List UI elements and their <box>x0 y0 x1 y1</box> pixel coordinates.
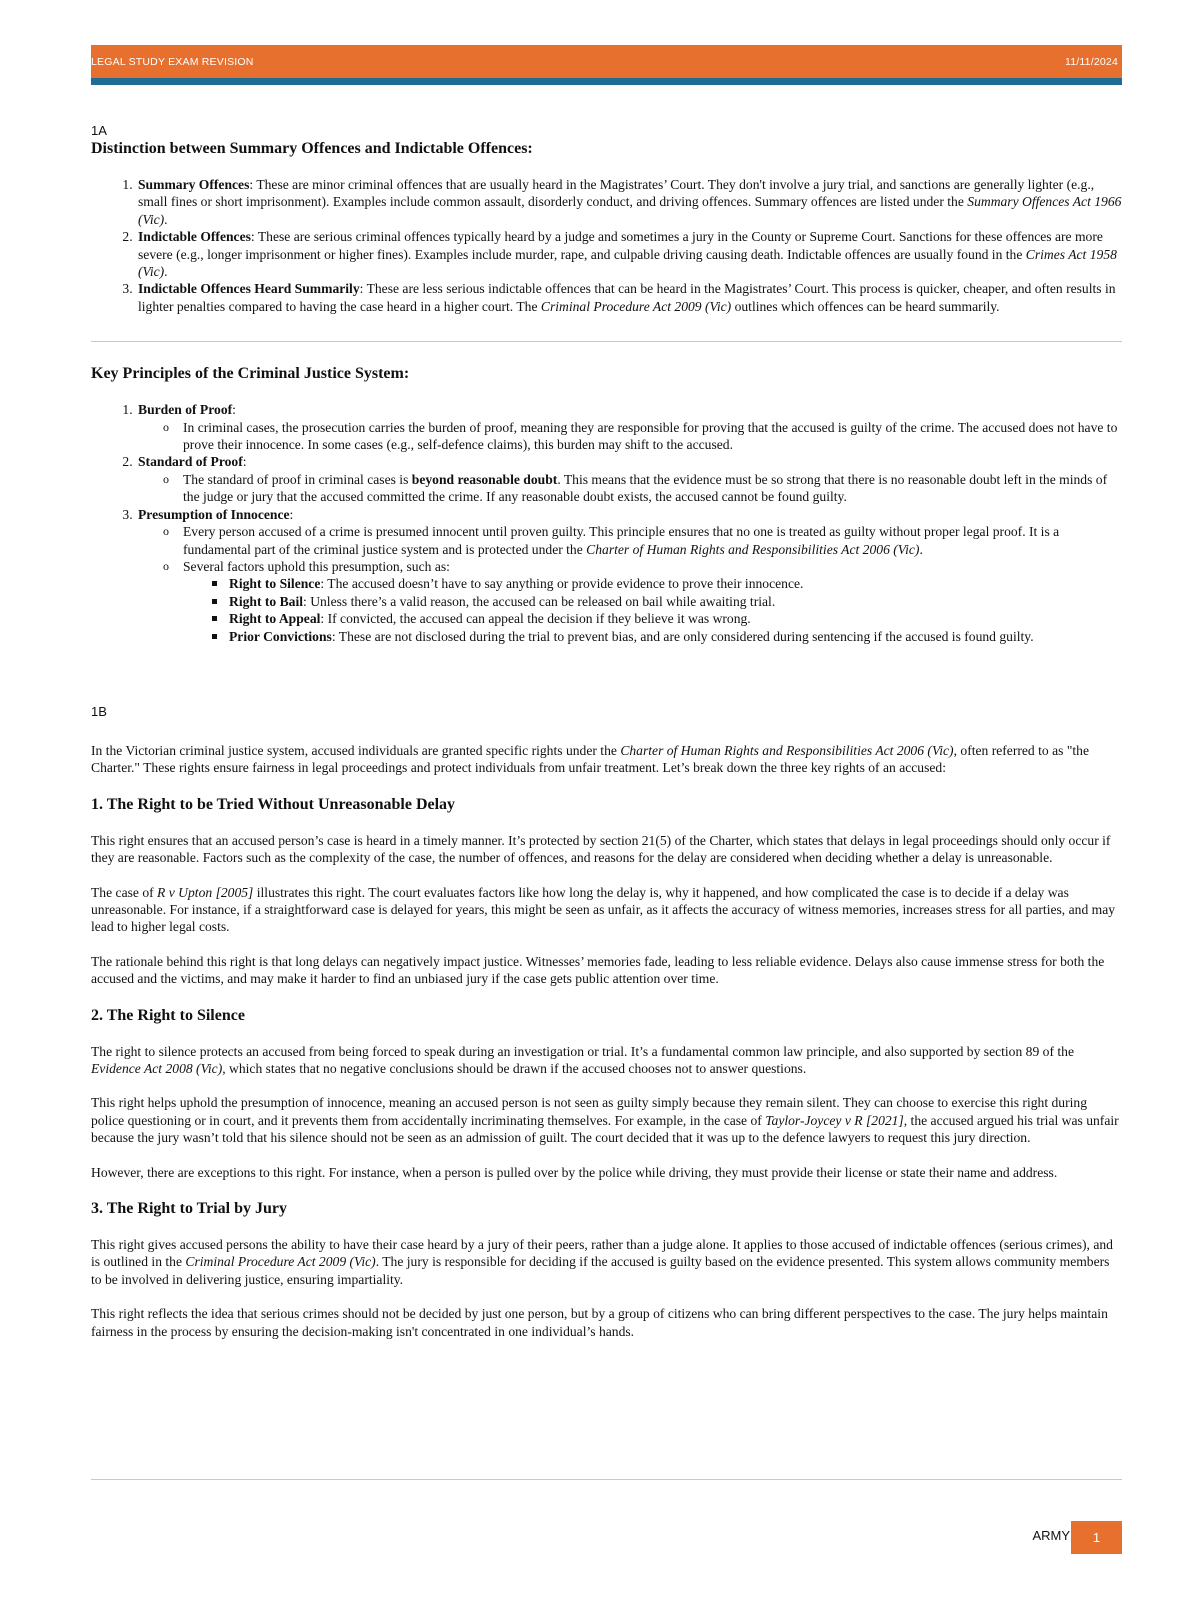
sub-list <box>138 523 1122 645</box>
separator: : <box>232 402 236 418</box>
section-heading-offences: Distinction between Summary Offences and Indictable Offences: <box>91 140 533 157</box>
term: Presumption of Innocence <box>138 506 290 522</box>
term: Indictable Offences <box>138 229 251 245</box>
paragraph <box>91 884 1122 936</box>
factor-item <box>229 610 1122 627</box>
right-heading-silence: 2. The Right to Silence <box>91 1006 245 1024</box>
factor-item <box>229 593 1122 610</box>
list-item <box>136 506 1122 645</box>
item-text: Several factors uphold this presumption, such as: <box>183 558 450 574</box>
separator: : <box>359 281 367 297</box>
divider <box>91 341 1122 342</box>
list-item <box>136 401 1122 453</box>
paragraph <box>91 1094 1122 1146</box>
item-text: : The accused doesn’t have to say anything or provide evidence to prove their innocence. <box>320 576 804 592</box>
right-heading-delay: 1. The Right to be Tried Without Unreasonable Delay <box>91 795 456 813</box>
factor-list <box>183 575 1122 645</box>
sub-list <box>138 419 1122 454</box>
act-citation: Crimes Act 1958 (Vic) <box>138 246 1117 280</box>
separator: : <box>250 229 258 245</box>
page-number: 1 <box>1071 1521 1122 1554</box>
paragraph-text: This right gives accused persons the ability to have their case heard by a jury of their peers, rather than a judge alone. It applies to those accused of indictable offences (serious crimes), and is outlined in the <box>91 1237 1113 1270</box>
item-text: . <box>919 541 923 557</box>
item-tail: outlines which offences can be heard summarily. <box>731 298 1000 314</box>
list-item <box>136 176 1122 228</box>
item-text: These are minor criminal offences that are usually heard in the Magistrates’ Court. They don't involve a jury trial, and sanctions are generally lighter (e.g., small fines or short imprisonment). Examples include common assault, disorderly conduct, and driving offences. Summary offences are listed under the <box>138 177 1095 210</box>
paragraph-text: , the accused argued his trial was unfair because the jury wasn’t told that his silence should not be seen as an admission of guilt. The court decided that it was up to the defence lawyers to request this jury direction. <box>91 1112 1119 1146</box>
paragraph-text: In the Victorian criminal justice system, accused individuals are granted specific rights under the <box>91 742 621 758</box>
list-item <box>136 280 1122 315</box>
offences-list <box>91 176 1122 315</box>
paragraph: However, there are exceptions to this right. For instance, when a person is pulled over by the police while driving, they must provide their license or state their name and address. <box>91 1164 1058 1180</box>
sub-list-item <box>183 558 1122 645</box>
paragraph: The rationale behind this right is that long delays can negatively impact justice. Witnesses’ memories fade, leading to less reliable evidence. Delays also cause immense stress for both the accused and the victims, and may make it harder to find an unbiased jury if the case gets public attention over time. <box>91 953 1105 987</box>
term: Right to Bail <box>229 593 304 609</box>
principles-list <box>91 401 1122 645</box>
act-citation: Charter of Human Rights and Responsibilities Act 2006 (Vic) <box>620 742 954 758</box>
item-text: These are less serious indictable offences that can be heard in the Magistrates’ Court. This process is quicker, cheaper, and often results in lighter penalties compared to having the case heard in a higher court. The <box>138 281 1116 314</box>
item-tail: . <box>164 264 168 280</box>
item-text: These are serious criminal offences typically heard by a judge and sometimes a jury in the County or Supreme Court. Sanctions for these offences are more severe (e.g., longer imprisonment or higher fines). Examples include murder, rape, and culpable driving causing death. Indictable offences are usually found in the <box>138 229 1103 262</box>
paragraph-text: . The jury is responsible for deciding if the accused is guilty based on the evidence presented. This system allows community members to be involved in delivering justice, ensuring impartiality. <box>91 1254 1110 1287</box>
paragraph-text: The right to silence protects an accused from being forced to speak during an investigation or trial. It’s a fundamental common law principle, and also supported by section 89 of the <box>91 1043 1074 1059</box>
header-title: LEGAL STUDY EXAM REVISION <box>91 56 254 68</box>
paragraph <box>91 1236 1122 1288</box>
separator: : <box>242 454 247 470</box>
header-date: 11/11/2024 <box>1065 56 1118 68</box>
sub-list-item <box>183 523 1122 558</box>
footer-divider <box>91 1479 1122 1480</box>
intro-paragraph <box>91 742 1122 777</box>
item-text: : These are not disclosed during the trial to prevent bias, and are only considered during sentencing if the accused is found guilty. <box>331 628 1034 644</box>
list-item <box>136 228 1122 280</box>
paragraph: This right ensures that an accused person’s case is heard in a timely manner. It’s protected by section 21(5) of the Charter, which states that delays in legal proceedings should only occur if they are reasonable. Factors such as the complexity of the case, the number of offences, and reasons for the delay are considered when deciding whether a delay is unreasonable. <box>91 832 1111 866</box>
document-body <box>91 122 1122 1340</box>
case-citation: Taylor-Joycey v R [2021] <box>765 1112 904 1128</box>
case-citation: R v Upton [2005] <box>157 884 254 900</box>
act-citation: Criminal Procedure Act 2009 (Vic) <box>185 1254 376 1270</box>
term: Prior Convictions <box>229 628 332 644</box>
item-text: : If convicted, the accused can appeal the decision if they believe it was wrong. <box>320 611 751 627</box>
act-citation: Evidence Act 2008 (Vic) <box>91 1061 223 1076</box>
right-heading-jury: 3. The Right to Trial by Jury <box>91 1200 288 1218</box>
term: Standard of Proof <box>138 454 243 470</box>
paragraph: This right reflects the idea that serious crimes should not be decided by just one person, but by a group of citizens who can bring different perspectives to the case. The jury helps maintain fairness in the process by ensuring the decision-making isn't concentrated in one individual’s hands. <box>91 1306 1108 1339</box>
sub-list <box>138 471 1122 506</box>
paragraph-text: , often referred to as "the Charter." These rights ensure fairness in legal proceedings and protect individuals from unfair treatment. Let’s break down the three key rights of an accused: <box>91 742 1089 776</box>
header-strip <box>91 78 1122 85</box>
list-item <box>136 453 1122 505</box>
act-citation: Charter of Human Rights and Responsibilities Act 2006 (Vic) <box>586 541 920 557</box>
act-citation: Criminal Procedure Act 2009 (Vic) <box>540 298 732 314</box>
paragraph-text: The case of <box>91 884 158 900</box>
sub-list-item <box>183 471 1122 506</box>
factor-item <box>229 628 1122 645</box>
item-text: The standard of proof in criminal cases is <box>183 471 412 487</box>
separator: : <box>249 177 257 192</box>
separator: : <box>289 506 294 522</box>
item-text: . This means that the evidence must be so strong that there is no reasonable doubt left in the minds of the judge or jury that the accused committed the crime. If any reasonable doubt exists, the accused cannot be found guilty. <box>183 471 1108 505</box>
term: Right to Silence <box>229 576 321 592</box>
section-label-1a: 1A <box>91 123 107 138</box>
section-heading-principles: Key Principles of the Criminal Justice System: <box>91 365 410 383</box>
term: Burden of Proof <box>138 402 233 418</box>
section-label-1b: 1B <box>91 703 107 719</box>
term: Summary Offences <box>138 177 250 192</box>
header-bar <box>91 45 1122 78</box>
sub-list-item: o In criminal cases, the prosecution carries the burden of proof, meaning they are responsible for proving that the accused is guilty of the crime. The accused does not have to prove their innocence. In some cases (e.g., self-defence claims), this burden may shift to the accused. <box>183 419 1122 454</box>
item-tail: . <box>164 211 168 227</box>
paragraph-text: illustrates this right. The court evaluates factors like how long the delay is, why it happened, and how complicated the case is to decide if a delay was unreasonable. For instance, if a straightforward case is delayed for years, this might be seen as unfair, as it affects the accuracy of witness memories, increases stress for all parties, and may lead to higher legal costs. <box>91 884 1116 935</box>
factor-item <box>229 575 1122 592</box>
footer-label: ARMY <box>1032 1528 1070 1543</box>
term: Indictable Offences Heard Summarily <box>138 281 360 297</box>
paragraph <box>91 1043 1122 1078</box>
emphasis: beyond reasonable doubt <box>411 471 558 487</box>
term: Right to Appeal <box>229 611 321 627</box>
item-text: : Unless there’s a valid reason, the accused can be released on bail while awaiting trial. <box>303 593 776 609</box>
item-text: Every person accused of a crime is presumed innocent until proven guilty. This principle ensures that no one is treated as guilty without proper legal proof. It is a fundamental part of the criminal justice system and is protected under the <box>183 524 1060 557</box>
act-citation: Summary Offences Act 1966 (Vic) <box>138 194 1122 227</box>
paragraph-text: This right helps uphold the presumption of innocence, meaning an accused person is not seen as guilty simply because they remain silent. They can choose to exercise this right during police questioning or in court, and it prevents them from accidentally incriminating themselves. For example, in the case of <box>91 1095 1088 1128</box>
paragraph-text: , which states that no negative conclusions should be drawn if the accused chooses not to answer questions. <box>222 1061 807 1076</box>
